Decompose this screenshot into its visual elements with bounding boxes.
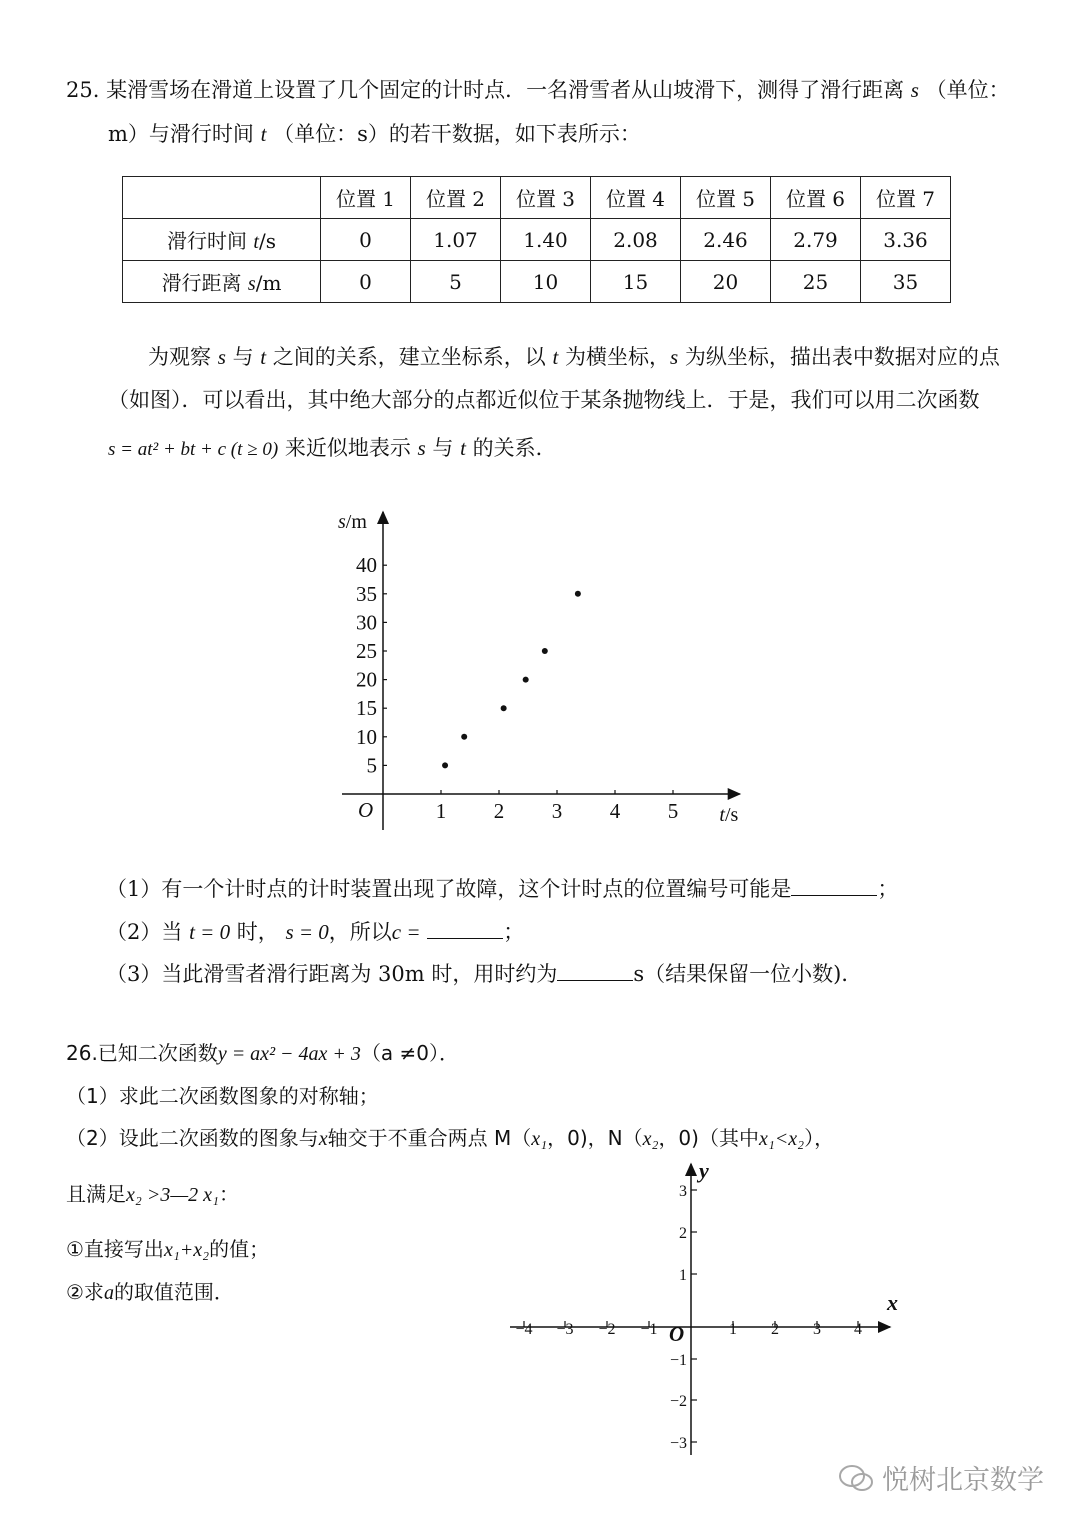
x-tick-label: −1	[640, 1321, 658, 1338]
x-axis-label: x	[887, 1290, 898, 1315]
y-axis-label: s/m	[338, 511, 367, 533]
q25-stem-tail: （单位：s）的若干数据，如下表所示：	[273, 122, 641, 146]
data-point	[461, 734, 467, 740]
q25-stem-unit: （单位：	[925, 78, 1010, 102]
x-axis-label: t/s	[719, 804, 739, 826]
y-tick-label: 30	[356, 610, 377, 635]
wechat-icon	[838, 1463, 874, 1493]
y-tick-label: 5	[366, 753, 377, 778]
table-header-cell: 位置 1	[321, 177, 411, 219]
q25-sub3: （3）当此滑雪者滑行距离为 30m 时，用时约为 s（结果保留一位小数)．	[106, 962, 863, 986]
table-header-cell: 位置 6	[771, 177, 861, 219]
table-cell: 5	[411, 261, 501, 303]
y-tick-label: 20	[356, 667, 377, 692]
table-cell: 20	[681, 261, 771, 303]
table-header-cell: 位置 7	[861, 177, 951, 219]
formula: s = at² + bt + c (t ≥ 0)	[108, 439, 279, 460]
q25-para2: （如图）．可以看出，其中绝大部分的点都近似位于某条抛物线上．于是，我们可以用二次函数	[108, 388, 980, 412]
y-axis-label: y	[699, 1158, 709, 1183]
table-cell: 2.08	[591, 219, 681, 261]
q26-sub2: （2）设此二次函数的图象与x轴交于不重合两点 M（x₁，0)，N（x₂，0)（其中x₁<x₂），	[66, 1126, 835, 1150]
x-tick-label: 1	[729, 1321, 737, 1338]
answer-blank[interactable]	[427, 918, 503, 939]
x-tick-label: 2	[771, 1321, 779, 1338]
x-tick-label: −2	[598, 1321, 616, 1338]
q26-stem: 26.已知二次函数y = ax² − 4ax + 3（a ≠0）．	[66, 1041, 460, 1065]
y-tick-label: −1	[669, 1352, 687, 1369]
table-cell: 25	[771, 261, 861, 303]
y-tick-label: 40	[356, 553, 377, 578]
origin-label: O	[358, 798, 374, 822]
table-header-cell: 位置 5	[681, 177, 771, 219]
q26-item1: ①直接写出x₁+x₂的值；	[66, 1237, 270, 1261]
table-cell: 0	[321, 261, 411, 303]
origin-label: O	[669, 1322, 685, 1346]
y-tick-label: 15	[356, 696, 377, 721]
q25-stem-unit-m: m）与滑行时间	[108, 122, 254, 146]
table-row-time	[123, 219, 951, 261]
data-table	[122, 176, 951, 303]
x-tick-label: 4	[854, 1321, 862, 1338]
y-tick-label: 25	[356, 639, 377, 663]
x-tick-label: −4	[515, 1321, 533, 1338]
q25-sub2: （2）当 t = 0 时， s = 0，所以c = ；	[106, 920, 525, 944]
x-tick-label: 3	[551, 799, 563, 823]
q25-stem-text: 25. 某滑雪场在滑道上设置了几个固定的计时点．一名滑雪者从山坡滑下，测得了滑行距离	[66, 78, 905, 102]
x-tick-label: 1	[435, 799, 447, 823]
table-cell: 0	[321, 219, 411, 261]
x-tick-label: −3	[556, 1321, 574, 1338]
table-cell: 2.79	[771, 219, 861, 261]
var-t: t	[260, 122, 267, 146]
q26-cond2: 且满足x₂ >3—2 x₁：	[66, 1182, 239, 1206]
y-tick-label: −2	[669, 1393, 687, 1410]
y-tick-label: −3	[669, 1435, 687, 1452]
q26-item2: ②求a的取值范围．	[66, 1280, 234, 1304]
table-cell: 3.36	[861, 219, 951, 261]
q25-sub1: （1）有一个计时点的计时装置出现了故障，这个计时点的位置编号可能是 ；	[106, 877, 899, 901]
data-point	[523, 677, 529, 683]
y-tick-label: 10	[356, 724, 377, 749]
table-cell: 1.07	[411, 219, 501, 261]
table-row-label: 滑行距离 s/m	[123, 261, 321, 303]
y-tick-label: 2	[679, 1225, 687, 1242]
watermark: 悦树北京数学	[838, 1458, 1044, 1497]
x-tick-label: 2	[493, 799, 505, 823]
y-tick-label: 1	[679, 1267, 687, 1284]
x-tick-label: 4	[609, 799, 621, 823]
data-point	[442, 762, 448, 768]
table-header-cell: 位置 3	[501, 177, 591, 219]
var-s: s	[910, 78, 919, 102]
x-tick-label: 3	[813, 1321, 821, 1338]
q25-stem-line2	[108, 118, 641, 148]
q26-sub1: （1）求此二次函数图象的对称轴；	[66, 1084, 379, 1108]
answer-blank[interactable]	[791, 875, 877, 896]
table-cell: 35	[861, 261, 951, 303]
table-cell: 2.46	[681, 219, 771, 261]
scatter-chart	[330, 500, 760, 840]
y-tick-label: 35	[356, 581, 377, 606]
answer-blank[interactable]	[557, 960, 633, 981]
table-row-label: 滑行时间 t/s	[123, 219, 321, 261]
table-cell: 15	[591, 261, 681, 303]
data-point	[542, 648, 548, 654]
data-point	[575, 591, 581, 597]
q25-stem-line1	[66, 74, 1010, 104]
q25-para3: s = at² + bt + c (t ≥ 0) 来近似地表示 s 与 t 的关系．	[108, 436, 557, 460]
q25-para1: 为观察 s 与 t 之间的关系，建立坐标系，以 t 为横坐标，s 为纵坐标，描出表中数据对应的点	[148, 345, 1000, 369]
table-header-cell	[123, 177, 321, 219]
coordinate-axes	[500, 1150, 920, 1460]
table-cell: 1.40	[501, 219, 591, 261]
table-cell: 10	[501, 261, 591, 303]
table-header-row	[123, 177, 951, 219]
y-tick-label: 3	[679, 1183, 687, 1200]
table-header-cell: 位置 4	[591, 177, 681, 219]
x-tick-label: 5	[667, 799, 679, 823]
table-row-distance	[123, 261, 951, 303]
table-header-cell: 位置 2	[411, 177, 501, 219]
data-point	[501, 705, 507, 711]
